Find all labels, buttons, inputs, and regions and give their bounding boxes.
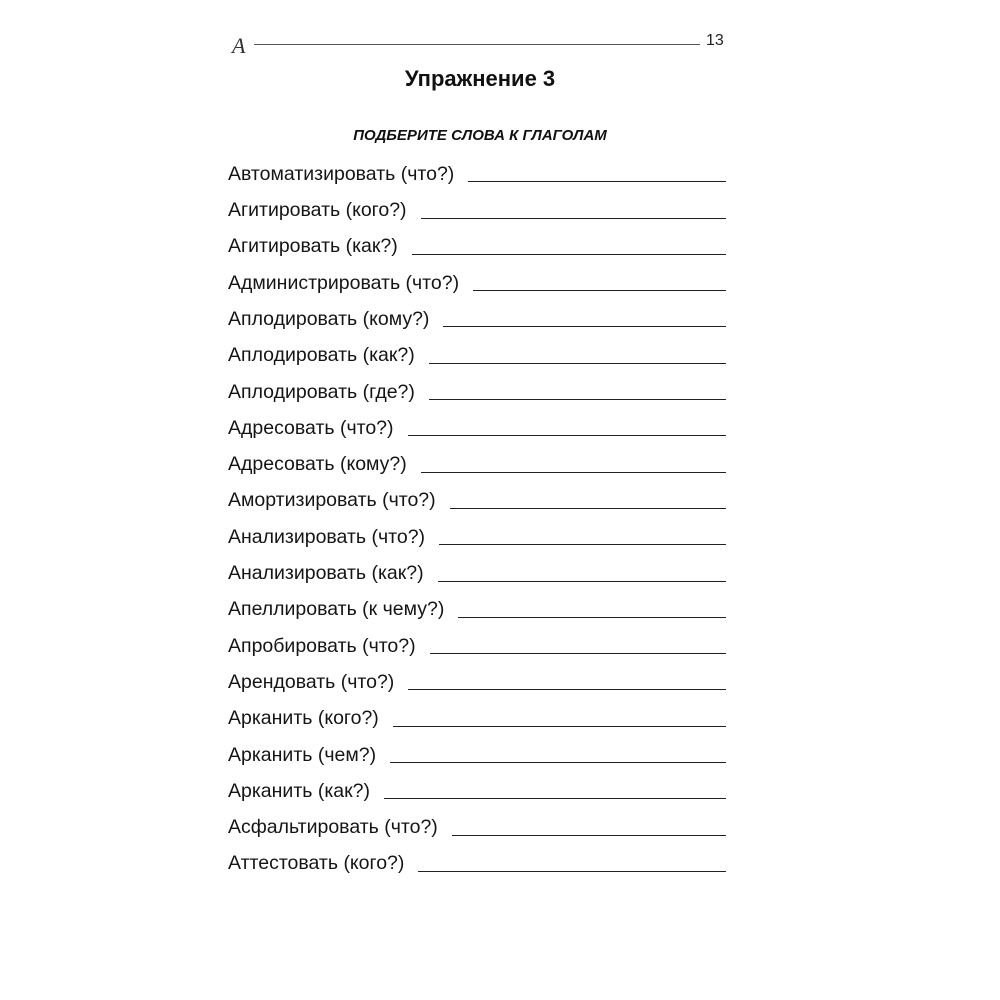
answer-line[interactable] [443,326,726,327]
verb-prompt: Арканить (кого?) [228,707,379,730]
answer-line[interactable] [429,363,726,364]
verb-row [228,478,726,514]
verb-row [228,441,726,477]
verb-row [228,623,726,659]
verb-prompt: Аплодировать (кому?) [228,307,430,330]
answer-line[interactable] [438,581,726,582]
verb-prompt: Администрировать (что?) [228,271,460,294]
verb-row [228,332,726,368]
verb-row [228,369,726,405]
answer-line[interactable] [458,617,726,618]
verb-row [228,151,726,187]
header-rule [254,44,700,45]
answer-line[interactable] [429,399,726,400]
exercise-title: Упражнение 3 [404,66,556,91]
answer-line[interactable] [408,435,726,436]
verb-prompt: Анализировать (как?) [228,562,424,585]
answer-line[interactable] [430,653,726,654]
answer-line[interactable] [418,871,726,872]
verb-row [228,695,726,731]
answer-line[interactable] [421,218,726,219]
verb-row [228,224,726,260]
verb-row [228,659,726,695]
verb-prompt: Апробировать (что?) [228,634,416,657]
verb-prompt: Анализировать (что?) [228,525,426,548]
verb-row [228,296,726,332]
verb-prompt: Адресовать (кому?) [228,453,407,476]
answer-line[interactable] [412,254,726,255]
answer-line[interactable] [473,290,726,291]
verb-prompt: Аттестовать (кого?) [228,852,405,875]
answer-line[interactable] [450,508,726,509]
verb-prompt: Арендовать (что?) [228,670,395,693]
verb-prompt: Апеллировать (к чему?) [228,598,445,621]
verb-prompt: Арканить (чем?) [228,743,377,766]
answer-line[interactable] [439,544,726,545]
exercise-instruction: ПОДБЕРИТЕ СЛОВА К ГЛАГОЛАМ [353,127,607,144]
answer-line[interactable] [468,181,726,182]
answer-line[interactable] [408,689,726,690]
verb-row [228,732,726,768]
verb-prompt: Адресовать (что?) [228,416,394,439]
verb-row [228,187,726,223]
verb-prompt: Аплодировать (где?) [228,380,415,403]
answer-line[interactable] [384,798,726,799]
answer-line[interactable] [390,762,726,763]
verb-prompt: Агитировать (как?) [228,235,398,258]
section-letter: А [232,33,246,58]
verb-row [228,405,726,441]
verb-row [228,768,726,804]
verb-row [228,841,726,877]
verb-prompt: Арканить (как?) [228,779,370,802]
verb-row [228,260,726,296]
verb-prompt: Автоматизировать (что?) [228,162,455,185]
answer-line[interactable] [452,835,726,836]
verb-prompt: Агитировать (кого?) [228,199,407,222]
verb-row [228,550,726,586]
verb-row [228,514,726,550]
verb-prompt: Амортизировать (что?) [228,489,436,512]
verb-row [228,804,726,840]
page-number: 13 [706,32,724,49]
verb-prompt: Аплодировать (как?) [228,344,415,367]
verb-row [228,587,726,623]
verb-prompt: Асфальтировать (что?) [228,816,438,839]
answer-line[interactable] [421,472,726,473]
running-head [230,30,730,60]
verb-list [228,151,726,877]
answer-line[interactable] [393,726,726,727]
